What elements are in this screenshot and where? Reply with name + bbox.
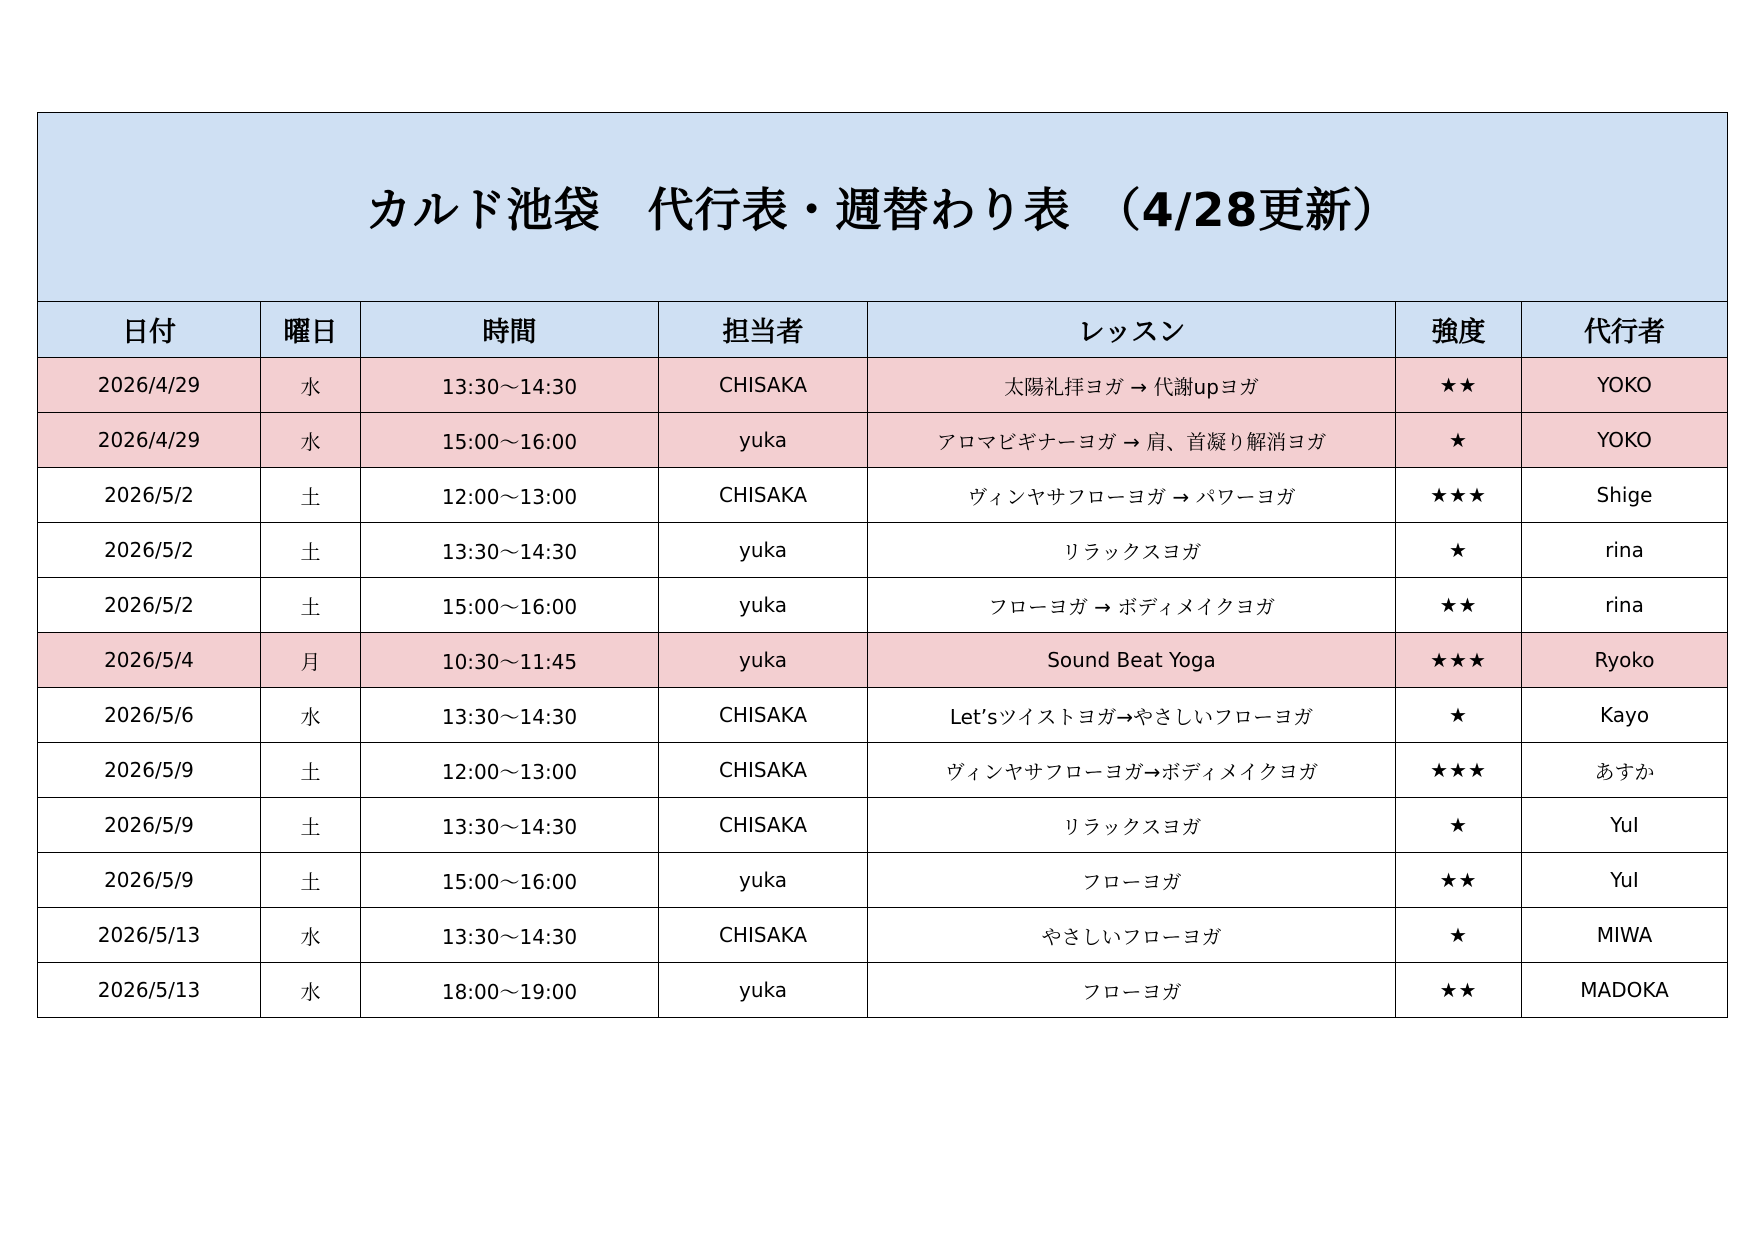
cell-lesson: 太陽礼拝ヨガ → 代謝upヨガ — [868, 358, 1396, 413]
cell-day: 水 — [261, 413, 361, 468]
cell-intensity: ★★ — [1396, 963, 1522, 1018]
cell-substitute: rina — [1522, 523, 1728, 578]
cell-lesson: Sound Beat Yoga — [868, 633, 1396, 688]
cell-time: 13:30～14:30 — [361, 908, 659, 963]
cell-intensity: ★★ — [1396, 853, 1522, 908]
cell-lesson: フローヨガ — [868, 963, 1396, 1018]
cell-time: 13:30～14:30 — [361, 688, 659, 743]
cell-date: 2026/5/13 — [38, 963, 261, 1018]
cell-instructor: yuka — [659, 853, 868, 908]
cell-substitute: Ryoko — [1522, 633, 1728, 688]
cell-substitute: YuI — [1522, 853, 1728, 908]
cell-date: 2026/5/9 — [38, 798, 261, 853]
cell-time: 15:00～16:00 — [361, 853, 659, 908]
cell-date: 2026/5/9 — [38, 743, 261, 798]
cell-lesson: アロマビギナーヨガ → 肩、首凝り解消ヨガ — [868, 413, 1396, 468]
cell-intensity: ★★★ — [1396, 633, 1522, 688]
table-row — [38, 413, 1728, 468]
cell-time: 13:30～14:30 — [361, 358, 659, 413]
cell-lesson: リラックスヨガ — [868, 798, 1396, 853]
cell-day: 水 — [261, 358, 361, 413]
cell-intensity: ★ — [1396, 908, 1522, 963]
cell-instructor: CHISAKA — [659, 468, 868, 523]
cell-day: 土 — [261, 578, 361, 633]
table-row — [38, 908, 1728, 963]
cell-lesson: ヴィンヤサフローヨガ → パワーヨガ — [868, 468, 1396, 523]
cell-instructor: yuka — [659, 578, 868, 633]
cell-date: 2026/5/6 — [38, 688, 261, 743]
cell-time: 15:00～16:00 — [361, 413, 659, 468]
cell-intensity: ★★ — [1396, 578, 1522, 633]
header-lesson: レッスン — [868, 302, 1396, 358]
cell-instructor: CHISAKA — [659, 743, 868, 798]
header-instructor: 担当者 — [659, 302, 868, 358]
cell-date: 2026/5/2 — [38, 578, 261, 633]
cell-lesson: ヴィンヤサフローヨガ→ボディメイクヨガ — [868, 743, 1396, 798]
header-substitute: 代行者 — [1522, 302, 1728, 358]
cell-day: 土 — [261, 853, 361, 908]
cell-intensity: ★★★ — [1396, 743, 1522, 798]
cell-instructor: CHISAKA — [659, 358, 868, 413]
cell-time: 10:30～11:45 — [361, 633, 659, 688]
cell-day: 水 — [261, 963, 361, 1018]
header-time: 時間 — [361, 302, 659, 358]
cell-time: 12:00～13:00 — [361, 743, 659, 798]
cell-intensity: ★★★ — [1396, 468, 1522, 523]
cell-day: 水 — [261, 908, 361, 963]
cell-date: 2026/5/2 — [38, 523, 261, 578]
header-date: 日付 — [38, 302, 261, 358]
cell-date: 2026/4/29 — [38, 413, 261, 468]
cell-day: 水 — [261, 688, 361, 743]
table-row — [38, 688, 1728, 743]
cell-substitute: MIWA — [1522, 908, 1728, 963]
cell-date: 2026/5/9 — [38, 853, 261, 908]
cell-day: 土 — [261, 743, 361, 798]
cell-instructor: yuka — [659, 633, 868, 688]
header-row — [38, 302, 1728, 358]
cell-substitute: YOKO — [1522, 358, 1728, 413]
table-row — [38, 963, 1728, 1018]
cell-time: 13:30～14:30 — [361, 523, 659, 578]
cell-time: 15:00～16:00 — [361, 578, 659, 633]
table-row — [38, 633, 1728, 688]
table-row — [38, 798, 1728, 853]
cell-substitute: rina — [1522, 578, 1728, 633]
cell-substitute: YuI — [1522, 798, 1728, 853]
cell-substitute: YOKO — [1522, 413, 1728, 468]
table-row — [38, 358, 1728, 413]
cell-lesson: Let’sツイストヨガ→やさしいフローヨガ — [868, 688, 1396, 743]
cell-substitute: Kayo — [1522, 688, 1728, 743]
cell-instructor: yuka — [659, 963, 868, 1018]
cell-lesson: フローヨガ → ボディメイクヨガ — [868, 578, 1396, 633]
cell-intensity: ★ — [1396, 523, 1522, 578]
cell-date: 2026/5/13 — [38, 908, 261, 963]
cell-date: 2026/4/29 — [38, 358, 261, 413]
cell-lesson: フローヨガ — [868, 853, 1396, 908]
cell-intensity: ★ — [1396, 688, 1522, 743]
cell-intensity: ★★ — [1396, 358, 1522, 413]
cell-day: 土 — [261, 798, 361, 853]
header-day: 曜日 — [261, 302, 361, 358]
cell-instructor: CHISAKA — [659, 688, 868, 743]
table-row — [38, 853, 1728, 908]
table-row — [38, 743, 1728, 798]
cell-lesson: やさしいフローヨガ — [868, 908, 1396, 963]
cell-substitute: Shige — [1522, 468, 1728, 523]
cell-lesson: リラックスヨガ — [868, 523, 1396, 578]
table-row — [38, 578, 1728, 633]
cell-date: 2026/5/4 — [38, 633, 261, 688]
cell-instructor: CHISAKA — [659, 908, 868, 963]
cell-instructor: yuka — [659, 413, 868, 468]
cell-day: 土 — [261, 523, 361, 578]
cell-time: 12:00～13:00 — [361, 468, 659, 523]
cell-time: 18:00～19:00 — [361, 963, 659, 1018]
cell-day: 月 — [261, 633, 361, 688]
page-title: カルド池袋 代行表・週替わり表 （4/28更新） — [38, 113, 1728, 302]
cell-intensity: ★ — [1396, 413, 1522, 468]
cell-day: 土 — [261, 468, 361, 523]
cell-instructor: yuka — [659, 523, 868, 578]
cell-substitute: MADOKA — [1522, 963, 1728, 1018]
cell-substitute: あすか — [1522, 743, 1728, 798]
header-intensity: 強度 — [1396, 302, 1522, 358]
cell-instructor: CHISAKA — [659, 798, 868, 853]
cell-date: 2026/5/2 — [38, 468, 261, 523]
table-row — [38, 523, 1728, 578]
table-row — [38, 468, 1728, 523]
cell-time: 13:30～14:30 — [361, 798, 659, 853]
cell-intensity: ★ — [1396, 798, 1522, 853]
schedule-table — [37, 112, 1728, 1018]
